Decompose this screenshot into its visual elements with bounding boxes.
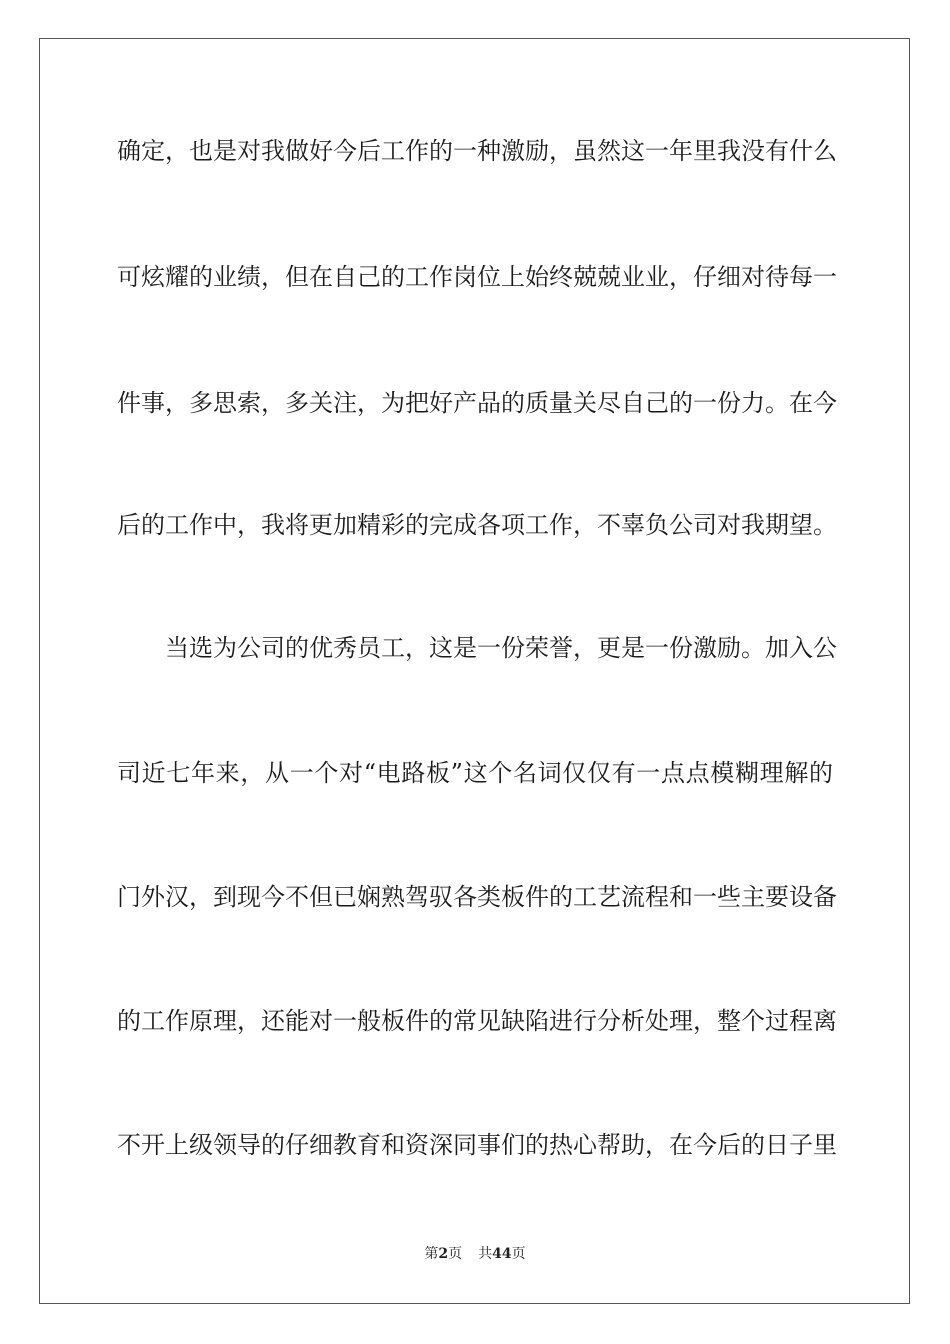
total-pages: 44 xyxy=(492,1246,512,1262)
page-border xyxy=(39,38,910,1304)
total-suffix: 页 xyxy=(511,1246,526,1262)
body-text-line: 司近七年来，从一个对“电路板”这个名词仅仅有一点点模糊理解的 xyxy=(117,759,833,787)
body-text-line: 件事，多思索，多关注，为把好产品的质量关尽自己的一份力。在今 xyxy=(117,389,837,417)
body-text-line: 门外汉，到现今不但已娴熟驾驭各类板件的工艺流程和一些主要设备 xyxy=(117,883,837,911)
page-number: 2 xyxy=(438,1246,449,1262)
body-text-line: 可炫耀的业绩，但在自己的工作岗位上始终兢兢业业，仔细对待每一 xyxy=(117,263,837,291)
page-footer xyxy=(0,1245,950,1263)
paragraph-first-line: 当选为公司的优秀员工，这是一份荣誉，更是一份激励。加入公 xyxy=(165,634,837,662)
page-suffix: 页 xyxy=(448,1246,463,1262)
body-text-line: 不开上级领导的仔细教育和资深同事们的热心帮助，在今后的日子里 xyxy=(117,1131,837,1159)
body-text-line: 确定，也是对我做好今后工作的一种激励，虽然这一年里我没有什么 xyxy=(117,137,837,165)
body-text-line: 的工作原理，还能对一般板件的常见缺陷进行分析处理，整个过程离 xyxy=(117,1007,837,1035)
body-text-line: 后的工作中，我将更加精彩的完成各项工作，不辜负公司对我期望。 xyxy=(117,511,837,539)
page-prefix: 第 xyxy=(424,1246,439,1262)
total-prefix: 共 xyxy=(478,1246,493,1262)
